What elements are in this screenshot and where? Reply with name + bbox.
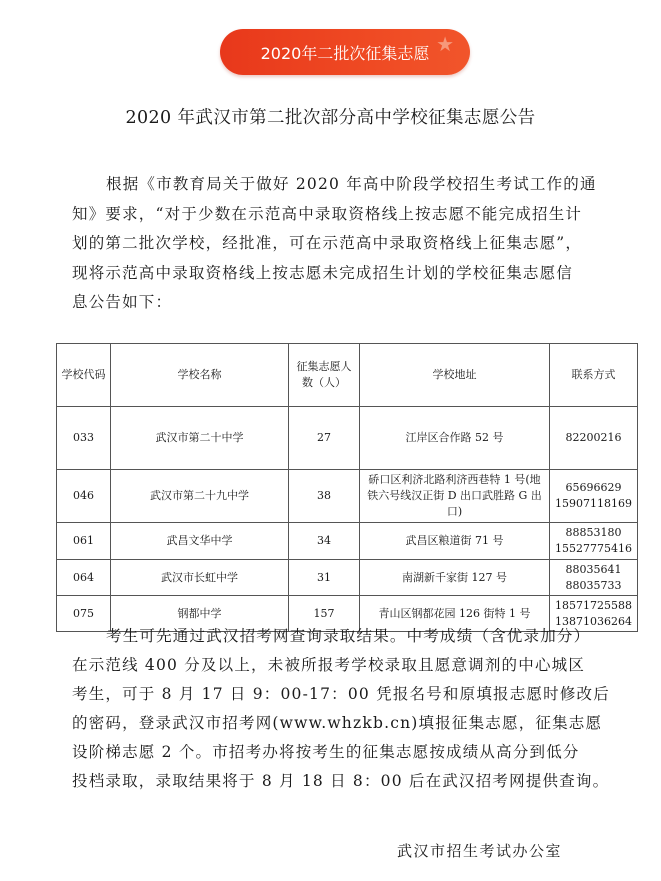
contact-phone: 65696629 bbox=[565, 481, 622, 494]
cell-address: 江岸区合作路 52 号 bbox=[360, 407, 550, 470]
contact-phone: 82200216 bbox=[565, 431, 622, 444]
cell-contact bbox=[550, 407, 638, 470]
contact-phone: 88853180 bbox=[565, 526, 622, 539]
cell-name: 武汉市第二十九中学 bbox=[111, 470, 289, 523]
header-name: 学校名称 bbox=[111, 344, 289, 407]
intro-paragraph bbox=[72, 170, 620, 318]
signature: 武汉市招生考试办公室 bbox=[397, 842, 563, 860]
cell-address: 南湖新千家街 127 号 bbox=[360, 560, 550, 596]
closing-line: 在示范线 400 分及以上，未被所报考学校录取且愿意调剂的中心城区 bbox=[72, 656, 586, 674]
closing-line: 投档录取，录取结果将于 8 月 18 日 8：00 后在武汉招考网提供查询。 bbox=[72, 772, 610, 790]
intro-line: 划的第二批次学校，经批准，可在示范高中录取资格线上征集志愿”， bbox=[72, 234, 583, 252]
cell-contact bbox=[550, 560, 638, 596]
cell-code: 046 bbox=[57, 470, 111, 523]
table-row bbox=[57, 470, 638, 523]
header-quota: 征集志愿人数（人） bbox=[289, 344, 360, 407]
cell-quota: 38 bbox=[289, 470, 360, 523]
schools-table bbox=[56, 343, 638, 632]
page-title: 2020 年武汉市第二批次部分高中学校征集志愿公告 bbox=[125, 108, 536, 128]
intro-line: 息公告如下： bbox=[72, 293, 173, 311]
cell-quota: 31 bbox=[289, 560, 360, 596]
cell-name: 武汉市第二十中学 bbox=[111, 407, 289, 470]
cell-address: 硚口区利济北路利济西巷特 1 号(地铁六号线汉正街 D 出口武胜路 G 出口) bbox=[360, 470, 550, 523]
closing-line: 考生可先通过武汉招考网查询录取结果。中考成绩（含优录加分） bbox=[106, 627, 591, 645]
table-row bbox=[57, 560, 638, 596]
intro-line: 现将示范高中录取资格线上按志愿未完成招生计划的学校征集志愿信 bbox=[72, 263, 574, 282]
cell-address: 青山区钢都花园 126 街特 1 号 bbox=[360, 596, 550, 632]
cell-name: 钢都中学 bbox=[111, 596, 289, 632]
header-code: 学校代码 bbox=[57, 344, 111, 407]
contact-phone: 88035733 bbox=[565, 578, 622, 592]
cell-quota: 157 bbox=[289, 596, 360, 632]
cell-address: 武昌区粮道街 71 号 bbox=[360, 523, 550, 560]
contact-phone: 15527775416 bbox=[555, 542, 632, 555]
header-contact: 联系方式 bbox=[550, 344, 638, 407]
closing-line: 的密码，登录武汉市招考网(www.whzkb.cn)填报征集志愿，征集志愿 bbox=[72, 714, 603, 732]
closing-line: 考生，可于 8 月 17 日 9：00-17：00 凭报名号和原填报志愿时修改后 bbox=[72, 685, 610, 703]
table-row bbox=[57, 407, 638, 470]
closing-paragraph bbox=[72, 622, 620, 796]
table-header-row bbox=[57, 344, 638, 407]
cell-code: 033 bbox=[57, 407, 111, 470]
cell-name: 武汉市长虹中学 bbox=[111, 560, 289, 596]
cell-contact bbox=[550, 523, 638, 560]
contact-phone: 18571725588 bbox=[555, 598, 632, 612]
table-row bbox=[57, 523, 638, 560]
banner-label: 2020年二批次征集志愿 bbox=[260, 43, 430, 63]
cell-code: 064 bbox=[57, 560, 111, 596]
closing-line: 设阶梯志愿 2 个。市招考办将按考生的征集志愿按成绩从高分到低分 bbox=[72, 743, 580, 761]
contact-phone: 88035641 bbox=[565, 562, 622, 576]
contact-phone: 13871036264 bbox=[555, 614, 632, 628]
cell-contact bbox=[550, 470, 638, 523]
intro-line: 根据《市教育局关于做好 2020 年高中阶段学校招生考试工作的通 bbox=[106, 175, 597, 193]
star-icon: ★ bbox=[436, 32, 454, 56]
contact-phone: 15907118169 bbox=[555, 497, 632, 510]
header-banner[interactable] bbox=[220, 29, 470, 75]
cell-quota: 34 bbox=[289, 523, 360, 560]
cell-code: 061 bbox=[57, 523, 111, 560]
cell-name: 武昌文华中学 bbox=[111, 523, 289, 560]
cell-quota: 27 bbox=[289, 407, 360, 470]
cell-code: 075 bbox=[57, 596, 111, 632]
intro-line: 知》要求，“对于少数在示范高中录取资格线上按志愿不能完成招生计 bbox=[72, 204, 583, 223]
header-address: 学校地址 bbox=[360, 344, 550, 407]
